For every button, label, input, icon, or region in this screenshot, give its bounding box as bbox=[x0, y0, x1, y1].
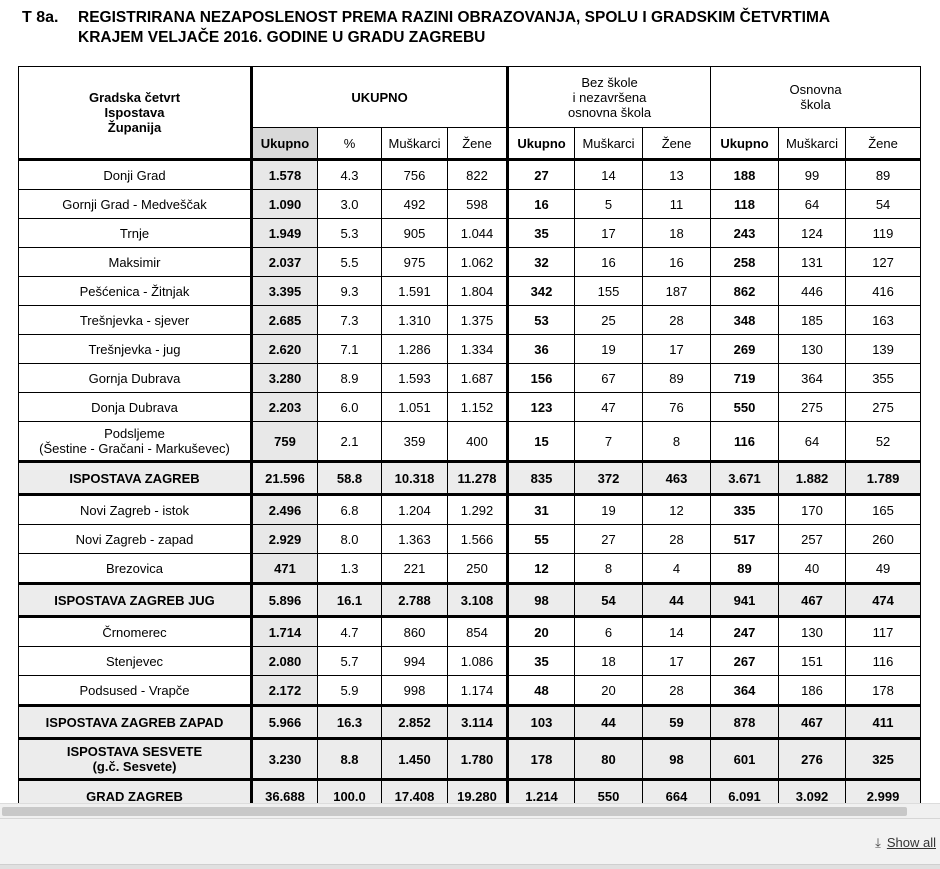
cell-zene: 3.114 bbox=[448, 706, 508, 739]
cell-ukupno: 2.037 bbox=[252, 248, 318, 277]
cell-bez-ukupno: 12 bbox=[508, 554, 575, 584]
cell-bez-ukupno: 103 bbox=[508, 706, 575, 739]
cell-zene: 1.687 bbox=[448, 364, 508, 393]
cell-bez-zene: 12 bbox=[643, 495, 711, 525]
cell-bez-zene: 187 bbox=[643, 277, 711, 306]
row-label: ISPOSTAVA SESVETE (g.č. Sesvete) bbox=[19, 739, 252, 780]
cell-pct: 3.0 bbox=[318, 190, 382, 219]
cell-bez-zene: 28 bbox=[643, 676, 711, 706]
cell-osn-muskarci: 185 bbox=[779, 306, 846, 335]
cell-osn-zene: 411 bbox=[846, 706, 921, 739]
row-label: ISPOSTAVA ZAGREB JUG bbox=[19, 584, 252, 617]
cell-bez-ukupno: 35 bbox=[508, 219, 575, 248]
cell-bez-muskarci: 44 bbox=[575, 706, 643, 739]
row-label: Trešnjevka - jug bbox=[19, 335, 252, 364]
cell-osn-ukupno: 269 bbox=[711, 335, 779, 364]
cell-zene: 1.292 bbox=[448, 495, 508, 525]
row-label: Donja Dubrava bbox=[19, 393, 252, 422]
col-muskarci: Muškarci bbox=[382, 128, 448, 160]
cell-muskarci: 1.593 bbox=[382, 364, 448, 393]
cell-muskarci: 860 bbox=[382, 617, 448, 647]
row-label: Podsused - Vrapče bbox=[19, 676, 252, 706]
cell-muskarci: 10.318 bbox=[382, 462, 448, 495]
cell-bez-zene: 13 bbox=[643, 160, 711, 190]
document-title bbox=[22, 8, 922, 48]
cell-zene: 1.780 bbox=[448, 739, 508, 780]
cell-muskarci: 1.286 bbox=[382, 335, 448, 364]
summary-row bbox=[19, 739, 921, 780]
cell-osn-zene: 474 bbox=[846, 584, 921, 617]
cell-pct: 58.8 bbox=[318, 462, 382, 495]
table-row bbox=[19, 554, 921, 584]
cell-osn-zene: 416 bbox=[846, 277, 921, 306]
cell-zene: 598 bbox=[448, 190, 508, 219]
cell-muskarci: 1.363 bbox=[382, 525, 448, 554]
cell-zene: 1.566 bbox=[448, 525, 508, 554]
cell-pct: 9.3 bbox=[318, 277, 382, 306]
show-all-link[interactable] bbox=[875, 835, 936, 851]
cell-zene: 1.044 bbox=[448, 219, 508, 248]
cell-osn-ukupno: 348 bbox=[711, 306, 779, 335]
cell-zene: 1.086 bbox=[448, 647, 508, 676]
row-label: Novi Zagreb - istok bbox=[19, 495, 252, 525]
cell-bez-muskarci: 8 bbox=[575, 554, 643, 584]
cell-bez-muskarci: 54 bbox=[575, 584, 643, 617]
cell-ukupno: 21.596 bbox=[252, 462, 318, 495]
cell-osn-ukupno: 247 bbox=[711, 617, 779, 647]
cell-ukupno: 2.620 bbox=[252, 335, 318, 364]
cell-osn-ukupno: 6.091 bbox=[711, 780, 779, 813]
col-bez-zene: Žene bbox=[643, 128, 711, 160]
cell-bez-zene: 4 bbox=[643, 554, 711, 584]
col-osn-muskarci: Muškarci bbox=[779, 128, 846, 160]
col-osn-ukupno: Ukupno bbox=[711, 128, 779, 160]
cell-osn-zene: 119 bbox=[846, 219, 921, 248]
table-row bbox=[19, 393, 921, 422]
cell-pct: 16.3 bbox=[318, 706, 382, 739]
cell-muskarci: 994 bbox=[382, 647, 448, 676]
cell-osn-zene: 325 bbox=[846, 739, 921, 780]
cell-ukupno: 2.080 bbox=[252, 647, 318, 676]
cell-osn-muskarci: 64 bbox=[779, 422, 846, 462]
cell-bez-ukupno: 342 bbox=[508, 277, 575, 306]
download-bar bbox=[0, 818, 940, 869]
cell-bez-muskarci: 550 bbox=[575, 780, 643, 813]
cell-muskarci: 756 bbox=[382, 160, 448, 190]
cell-bez-ukupno: 48 bbox=[508, 676, 575, 706]
cell-bez-zene: 89 bbox=[643, 364, 711, 393]
unemployment-table bbox=[18, 66, 921, 814]
cell-osn-muskarci: 364 bbox=[779, 364, 846, 393]
cell-osn-muskarci: 257 bbox=[779, 525, 846, 554]
col-bez-muskarci: Muškarci bbox=[575, 128, 643, 160]
cell-ukupno: 2.685 bbox=[252, 306, 318, 335]
row-label: ISPOSTAVA ZAGREB bbox=[19, 462, 252, 495]
cell-zene: 1.174 bbox=[448, 676, 508, 706]
cell-muskarci: 2.852 bbox=[382, 706, 448, 739]
cell-osn-ukupno: 267 bbox=[711, 647, 779, 676]
col-ukupno: Ukupno bbox=[252, 128, 318, 160]
cell-bez-muskarci: 14 bbox=[575, 160, 643, 190]
cell-bez-ukupno: 27 bbox=[508, 160, 575, 190]
cell-osn-muskarci: 124 bbox=[779, 219, 846, 248]
show-all-label: Show all bbox=[886, 835, 936, 850]
cell-bez-zene: 28 bbox=[643, 306, 711, 335]
cell-pct: 2.1 bbox=[318, 422, 382, 462]
cell-muskarci: 2.788 bbox=[382, 584, 448, 617]
table-row bbox=[19, 422, 921, 462]
cell-muskarci: 905 bbox=[382, 219, 448, 248]
cell-osn-zene: 89 bbox=[846, 160, 921, 190]
cell-pct: 6.0 bbox=[318, 393, 382, 422]
cell-bez-muskarci: 19 bbox=[575, 335, 643, 364]
cell-osn-zene: 116 bbox=[846, 647, 921, 676]
cell-osn-muskarci: 131 bbox=[779, 248, 846, 277]
cell-ukupno: 2.929 bbox=[252, 525, 318, 554]
cell-ukupno: 5.966 bbox=[252, 706, 318, 739]
cell-osn-zene: 355 bbox=[846, 364, 921, 393]
cell-bez-zene: 11 bbox=[643, 190, 711, 219]
summary-row bbox=[19, 584, 921, 617]
cell-zene: 250 bbox=[448, 554, 508, 584]
area-header-text: Gradska četvrt Ispostava Županija bbox=[88, 90, 181, 135]
cell-bez-muskarci: 80 bbox=[575, 739, 643, 780]
row-label: Pešćenica - Žitnjak bbox=[19, 277, 252, 306]
cell-osn-muskarci: 275 bbox=[779, 393, 846, 422]
cell-muskarci: 998 bbox=[382, 676, 448, 706]
cell-bez-muskarci: 17 bbox=[575, 219, 643, 248]
cell-muskarci: 975 bbox=[382, 248, 448, 277]
cell-ukupno: 3.280 bbox=[252, 364, 318, 393]
cell-muskarci: 1.450 bbox=[382, 739, 448, 780]
table-row bbox=[19, 160, 921, 190]
cell-zene: 1.062 bbox=[448, 248, 508, 277]
cell-muskarci: 1.051 bbox=[382, 393, 448, 422]
cell-osn-zene: 52 bbox=[846, 422, 921, 462]
download-icon: ⤓ bbox=[875, 835, 881, 850]
cell-bez-ukupno: 36 bbox=[508, 335, 575, 364]
cell-osn-ukupno: 118 bbox=[711, 190, 779, 219]
cell-osn-ukupno: 89 bbox=[711, 554, 779, 584]
cell-muskarci: 1.204 bbox=[382, 495, 448, 525]
cell-muskarci: 492 bbox=[382, 190, 448, 219]
cell-pct: 5.7 bbox=[318, 647, 382, 676]
cell-muskarci: 359 bbox=[382, 422, 448, 462]
title-line-1: REGISTRIRANA NEZAPOSLENOST PREMA RAZINI OBRAZOVANJA, SPOLU I GRADSKIM ČETVRTIMA bbox=[78, 9, 831, 26]
cell-osn-muskarci: 446 bbox=[779, 277, 846, 306]
summary-row bbox=[19, 462, 921, 495]
cell-osn-zene: 1.789 bbox=[846, 462, 921, 495]
row-label: Novi Zagreb - zapad bbox=[19, 525, 252, 554]
cell-bez-zene: 8 bbox=[643, 422, 711, 462]
table-row bbox=[19, 676, 921, 706]
cell-ukupno: 2.203 bbox=[252, 393, 318, 422]
cell-muskarci: 17.408 bbox=[382, 780, 448, 813]
cell-bez-ukupno: 156 bbox=[508, 364, 575, 393]
cell-zene: 1.152 bbox=[448, 393, 508, 422]
cell-osn-ukupno: 550 bbox=[711, 393, 779, 422]
cell-osn-zene: 127 bbox=[846, 248, 921, 277]
row-label: GRAD ZAGREB bbox=[19, 780, 252, 813]
cell-bez-muskarci: 372 bbox=[575, 462, 643, 495]
cell-pct: 5.5 bbox=[318, 248, 382, 277]
cell-osn-muskarci: 64 bbox=[779, 190, 846, 219]
cell-pct: 5.3 bbox=[318, 219, 382, 248]
cell-bez-zene: 17 bbox=[643, 647, 711, 676]
col-osn-zene: Žene bbox=[846, 128, 921, 160]
cell-pct: 8.8 bbox=[318, 739, 382, 780]
cell-osn-ukupno: 258 bbox=[711, 248, 779, 277]
cell-pct: 4.7 bbox=[318, 617, 382, 647]
table-row bbox=[19, 647, 921, 676]
cell-osn-ukupno: 243 bbox=[711, 219, 779, 248]
row-label: Brezovica bbox=[19, 554, 252, 584]
row-label: Trnje bbox=[19, 219, 252, 248]
cell-osn-muskarci: 467 bbox=[779, 706, 846, 739]
cell-bez-ukupno: 1.214 bbox=[508, 780, 575, 813]
cell-muskarci: 1.591 bbox=[382, 277, 448, 306]
cell-zene: 1.334 bbox=[448, 335, 508, 364]
cell-ukupno: 1.714 bbox=[252, 617, 318, 647]
cell-bez-muskarci: 6 bbox=[575, 617, 643, 647]
cell-pct: 6.8 bbox=[318, 495, 382, 525]
cell-bez-muskarci: 7 bbox=[575, 422, 643, 462]
cell-ukupno: 3.230 bbox=[252, 739, 318, 780]
bez-skole-header-text: Bez škole i nezavršena osnovna škola bbox=[567, 74, 652, 120]
cell-osn-zene: 260 bbox=[846, 525, 921, 554]
cell-bez-ukupno: 178 bbox=[508, 739, 575, 780]
cell-osn-ukupno: 862 bbox=[711, 277, 779, 306]
cell-ukupno: 5.896 bbox=[252, 584, 318, 617]
row-label: Trešnjevka - sjever bbox=[19, 306, 252, 335]
cell-bez-zene: 18 bbox=[643, 219, 711, 248]
cell-osn-zene: 178 bbox=[846, 676, 921, 706]
cell-bez-zene: 664 bbox=[643, 780, 711, 813]
cell-pct: 4.3 bbox=[318, 160, 382, 190]
table-row bbox=[19, 335, 921, 364]
cell-bez-zene: 28 bbox=[643, 525, 711, 554]
cell-zene: 3.108 bbox=[448, 584, 508, 617]
table-number: T 8a. bbox=[22, 9, 59, 26]
cell-bez-ukupno: 15 bbox=[508, 422, 575, 462]
cell-osn-ukupno: 3.671 bbox=[711, 462, 779, 495]
cell-bez-ukupno: 31 bbox=[508, 495, 575, 525]
cell-bez-muskarci: 155 bbox=[575, 277, 643, 306]
table-row bbox=[19, 525, 921, 554]
cell-ukupno: 759 bbox=[252, 422, 318, 462]
cell-pct: 7.3 bbox=[318, 306, 382, 335]
cell-osn-muskarci: 3.092 bbox=[779, 780, 846, 813]
cell-osn-zene: 49 bbox=[846, 554, 921, 584]
cell-bez-muskarci: 16 bbox=[575, 248, 643, 277]
cell-osn-zene: 275 bbox=[846, 393, 921, 422]
table-row bbox=[19, 277, 921, 306]
cell-osn-zene: 139 bbox=[846, 335, 921, 364]
cell-osn-ukupno: 719 bbox=[711, 364, 779, 393]
cell-bez-zene: 17 bbox=[643, 335, 711, 364]
cell-pct: 16.1 bbox=[318, 584, 382, 617]
cell-zene: 1.375 bbox=[448, 306, 508, 335]
cell-ukupno: 1.949 bbox=[252, 219, 318, 248]
cell-bez-muskarci: 67 bbox=[575, 364, 643, 393]
title-line-2: KRAJEM VELJAČE 2016. GODINE U GRADU ZAGREBU bbox=[78, 29, 486, 46]
cell-bez-muskarci: 18 bbox=[575, 647, 643, 676]
table-row bbox=[19, 219, 921, 248]
cell-osn-muskarci: 186 bbox=[779, 676, 846, 706]
cell-zene: 1.804 bbox=[448, 277, 508, 306]
cell-bez-ukupno: 53 bbox=[508, 306, 575, 335]
cell-pct: 7.1 bbox=[318, 335, 382, 364]
cell-osn-muskarci: 170 bbox=[779, 495, 846, 525]
cell-ukupno: 1.578 bbox=[252, 160, 318, 190]
cell-osn-ukupno: 364 bbox=[711, 676, 779, 706]
table-row bbox=[19, 248, 921, 277]
row-label: Donji Grad bbox=[19, 160, 252, 190]
download-strip bbox=[0, 864, 940, 869]
cell-osn-ukupno: 188 bbox=[711, 160, 779, 190]
cell-bez-muskarci: 5 bbox=[575, 190, 643, 219]
col-pct: % bbox=[318, 128, 382, 160]
cell-osn-ukupno: 878 bbox=[711, 706, 779, 739]
cell-bez-zene: 59 bbox=[643, 706, 711, 739]
row-label: Črnomerec bbox=[19, 617, 252, 647]
row-label: ISPOSTAVA ZAGREB ZAPAD bbox=[19, 706, 252, 739]
cell-bez-ukupno: 123 bbox=[508, 393, 575, 422]
cell-bez-zene: 76 bbox=[643, 393, 711, 422]
row-label: Gornji Grad - Medveščak bbox=[19, 190, 252, 219]
cell-pct: 100.0 bbox=[318, 780, 382, 813]
cell-bez-ukupno: 20 bbox=[508, 617, 575, 647]
row-label: Stenjevec bbox=[19, 647, 252, 676]
table-row bbox=[19, 495, 921, 525]
table-body bbox=[19, 160, 921, 813]
cell-ukupno: 2.172 bbox=[252, 676, 318, 706]
cell-bez-zene: 463 bbox=[643, 462, 711, 495]
cell-bez-zene: 16 bbox=[643, 248, 711, 277]
ukupno-group-header: UKUPNO bbox=[252, 67, 508, 128]
cell-ukupno: 2.496 bbox=[252, 495, 318, 525]
col-zene: Žene bbox=[448, 128, 508, 160]
cell-osn-muskarci: 467 bbox=[779, 584, 846, 617]
table-row bbox=[19, 190, 921, 219]
cell-bez-muskarci: 25 bbox=[575, 306, 643, 335]
osnovna-group-header bbox=[711, 67, 921, 128]
cell-osn-muskarci: 151 bbox=[779, 647, 846, 676]
cell-bez-zene: 44 bbox=[643, 584, 711, 617]
cell-zene: 822 bbox=[448, 160, 508, 190]
cell-ukupno: 1.090 bbox=[252, 190, 318, 219]
cell-osn-muskarci: 276 bbox=[779, 739, 846, 780]
cell-osn-muskarci: 40 bbox=[779, 554, 846, 584]
cell-bez-ukupno: 98 bbox=[508, 584, 575, 617]
cell-osn-ukupno: 517 bbox=[711, 525, 779, 554]
cell-bez-ukupno: 32 bbox=[508, 248, 575, 277]
cell-bez-ukupno: 55 bbox=[508, 525, 575, 554]
cell-bez-muskarci: 20 bbox=[575, 676, 643, 706]
cell-zene: 854 bbox=[448, 617, 508, 647]
cell-bez-ukupno: 35 bbox=[508, 647, 575, 676]
cell-zene: 19.280 bbox=[448, 780, 508, 813]
cell-osn-zene: 165 bbox=[846, 495, 921, 525]
cell-osn-ukupno: 335 bbox=[711, 495, 779, 525]
summary-row bbox=[19, 706, 921, 739]
cell-osn-zene: 54 bbox=[846, 190, 921, 219]
cell-ukupno: 36.688 bbox=[252, 780, 318, 813]
cell-zene: 11.278 bbox=[448, 462, 508, 495]
table-row bbox=[19, 306, 921, 335]
cell-bez-muskarci: 27 bbox=[575, 525, 643, 554]
cell-muskarci: 221 bbox=[382, 554, 448, 584]
cell-osn-ukupno: 941 bbox=[711, 584, 779, 617]
cell-pct: 8.0 bbox=[318, 525, 382, 554]
cell-bez-zene: 98 bbox=[643, 739, 711, 780]
cell-osn-muskarci: 130 bbox=[779, 617, 846, 647]
row-label: Podsljeme (Šestine - Gračani - Markuševec) bbox=[19, 422, 252, 462]
col-bez-ukupno: Ukupno bbox=[508, 128, 575, 160]
cell-ukupno: 471 bbox=[252, 554, 318, 584]
cell-pct: 5.9 bbox=[318, 676, 382, 706]
cell-bez-muskarci: 19 bbox=[575, 495, 643, 525]
cell-osn-ukupno: 116 bbox=[711, 422, 779, 462]
osnovna-header-text: Osnovna škola bbox=[789, 82, 842, 112]
cell-osn-ukupno: 601 bbox=[711, 739, 779, 780]
table-row bbox=[19, 364, 921, 393]
cell-bez-muskarci: 47 bbox=[575, 393, 643, 422]
cell-osn-muskarci: 99 bbox=[779, 160, 846, 190]
scrollbar-thumb[interactable] bbox=[2, 807, 907, 816]
cell-osn-muskarci: 1.882 bbox=[779, 462, 846, 495]
cell-bez-ukupno: 16 bbox=[508, 190, 575, 219]
cell-pct: 1.3 bbox=[318, 554, 382, 584]
cell-muskarci: 1.310 bbox=[382, 306, 448, 335]
bez-skole-group-header bbox=[508, 67, 711, 128]
area-header bbox=[19, 67, 252, 160]
cell-bez-zene: 14 bbox=[643, 617, 711, 647]
row-label: Maksimir bbox=[19, 248, 252, 277]
cell-osn-zene: 117 bbox=[846, 617, 921, 647]
cell-osn-zene: 2.999 bbox=[846, 780, 921, 813]
horizontal-scrollbar[interactable] bbox=[0, 803, 940, 818]
cell-osn-muskarci: 130 bbox=[779, 335, 846, 364]
row-label: Gornja Dubrava bbox=[19, 364, 252, 393]
cell-zene: 400 bbox=[448, 422, 508, 462]
cell-osn-zene: 163 bbox=[846, 306, 921, 335]
cell-ukupno: 3.395 bbox=[252, 277, 318, 306]
cell-pct: 8.9 bbox=[318, 364, 382, 393]
cell-bez-ukupno: 835 bbox=[508, 462, 575, 495]
table-row bbox=[19, 617, 921, 647]
